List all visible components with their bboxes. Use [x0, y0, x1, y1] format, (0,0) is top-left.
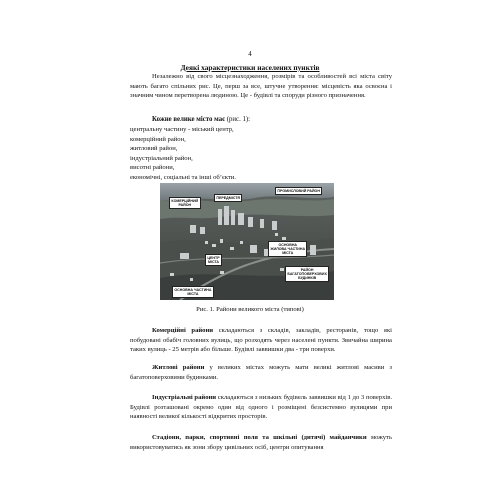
label-suburbs	[214, 194, 242, 202]
label-main-residential-text: ОСНОВНА ЖИЛОВА ЧАСТИНА МІСТА	[270, 242, 306, 256]
label-city-center	[205, 254, 222, 266]
city-districts-photo	[160, 183, 334, 300]
figure-caption: Рис. 1. Райони великого міста (типові)	[196, 306, 304, 313]
intro-paragraph: Незалежно від свого місцезнаходження, розмірів та особливостей всі міста світу мають багато спільних рис. Це, перш за все, штучне утворення: місцевість яка освоєна і значним чином перетворена людиною. Це - будівлі та споруди різного призначення.	[130, 73, 392, 100]
paragraph-lead: Індустріальні райони	[152, 394, 217, 401]
paragraph-commercial	[130, 326, 392, 355]
list-item: індустріальний район,	[130, 154, 193, 162]
paragraph-text: складаються з низьких будівель заввишки від 1 до 3 поверхів. Будівлі розташовані окремо один від одного і розміщені безсистемно вулицями при наявності великої кількості відкритих просторів.	[130, 394, 392, 421]
paragraph-industrial	[130, 393, 392, 422]
label-bottom-residential-text: ОСНОВНА ЧАСТИНА МІСТА	[174, 287, 212, 296]
paragraph-lead: Житлові райони	[152, 364, 205, 371]
list-item: висотні райони,	[130, 164, 175, 172]
list-item: центральну частину - міський центр,	[130, 126, 234, 133]
label-industrial-text: ПРОМИСЛОВИЙ РАЙОН	[277, 188, 320, 193]
paragraph-text: у великих містах можуть мати великі житлові масиви з багатоповерховими будинками.	[130, 364, 392, 381]
label-suburbs-text: ПЕРЕДМІСТЯ	[216, 195, 240, 200]
section-title: Деякі характеристики населених пунктів	[180, 63, 320, 72]
paragraph-stadiums	[130, 433, 392, 452]
label-bottom-residential	[172, 286, 214, 298]
label-commercial-district	[169, 197, 201, 209]
paragraph-lead: Стадіони, парки, спортивні поля та шкільні (дитячі) майданчики	[152, 434, 367, 441]
list-item: житловий район,	[130, 145, 178, 153]
label-commercial-text: КОМЕРЦІЙНИЙ РАЙОН	[171, 198, 199, 207]
paragraph-text: можуть використовуватись як зони збору цивільних осіб, центри опитування	[130, 434, 392, 451]
list-heading-rest: (рис. 1):	[225, 116, 251, 123]
list-heading	[152, 115, 250, 125]
paragraph-text: складаються з складів, закладів, ресторанів, тощо які побудовані обабіч головних вулиць, що розходять через населені пункти. Звичайна ширина таких вулиць - 25 метрів або більше. Будівлі заввишки два - три поверхи.	[130, 327, 392, 354]
label-industrial-district	[275, 187, 322, 195]
list-heading-bold: Кожне велике місто має	[152, 116, 226, 123]
paragraph-lead: Комерційні райони	[152, 327, 214, 334]
paragraph-residential	[130, 363, 392, 382]
label-highrise-district	[285, 266, 329, 282]
list-item: економічні, соціальні та інші об’єкти.	[130, 173, 236, 181]
label-center-text: ЦЕНТР МІСТА	[207, 255, 220, 264]
city-parts-list	[130, 125, 236, 183]
page-number: 4	[248, 50, 252, 58]
list-item: комерційний район,	[130, 135, 186, 143]
label-highrise-text: РАЙОН БАГАТОПОВЕРХОВИХ БУДИНКІВ	[287, 267, 327, 281]
label-main-residential	[268, 241, 307, 257]
